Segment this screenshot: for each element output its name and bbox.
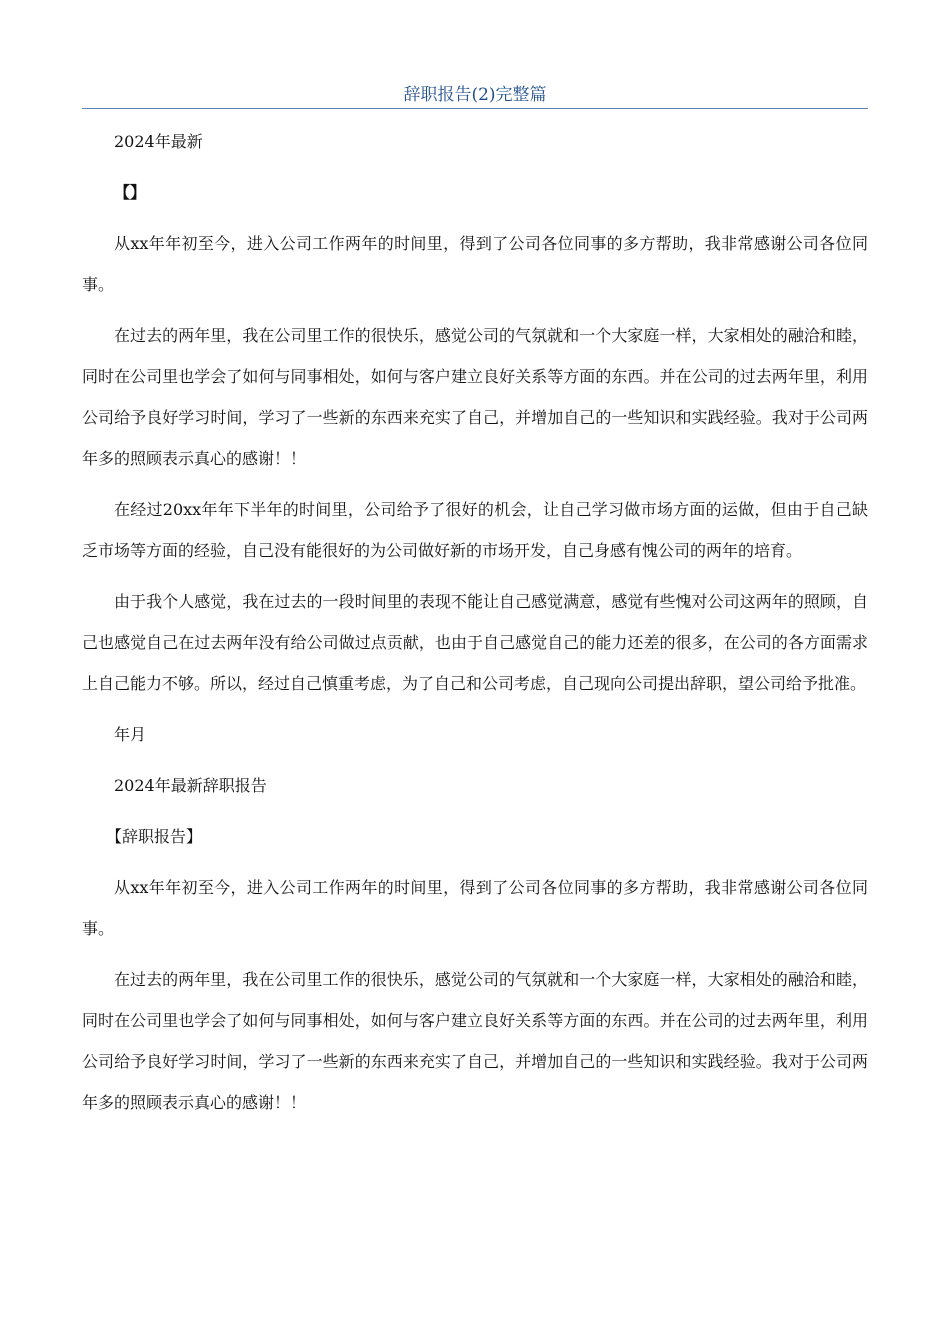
paragraph-1: 从xx年年初至今，进入公司工作两年的时间里，得到了公司各位同事的多方帮助，我非常感谢公司各位同事。 [82,234,868,294]
date-line: 年月 [114,725,147,744]
paragraph-4: 由于我个人感觉，我在过去的一段时间里的表现不能让自己感觉满意，感觉有些愧对公司这两年的照顾，自己也感觉自己在过去两年没有给公司做过点贡献，也由于自己感觉自己的能力还差的很多，在公司的各方面需求上自己能力不够。所以，经过自己慎重考虑，为了自己和公司考虑，自己现向公司提出辞职，望公司给予批准。 [82,592,868,693]
paragraph-2: 在过去的两年里，我在公司里工作的很快乐，感觉公司的气氛就和一个大家庭一样，大家相处的融洽和睦，同时在公司里也学会了如何与同事相处，如何与客户建立良好关系等方面的东西。并在公司的过去两年里，利用公司给予良好学习时间，学习了一些新的东西来充实了自己，并增加自己的一些知识和实践经验。我对于公司两年多的照顾表示真心的感谢！！ [82,326,868,468]
header-divider [82,108,868,109]
paragraph-5: 从xx年年初至今，进入公司工作两年的时间里，得到了公司各位同事的多方帮助，我非常感谢公司各位同事。 [82,878,868,938]
paragraph-6: 在过去的两年里，我在公司里工作的很快乐，感觉公司的气氛就和一个大家庭一样，大家相处的融洽和睦，同时在公司里也学会了如何与同事相处，如何与客户建立良好关系等方面的东西。并在公司的过去两年里，利用公司给予良好学习时间，学习了一些新的东西来充实了自己，并增加自己的一些知识和实践经验。我对于公司两年多的照顾表示真心的感谢！！ [82,970,868,1112]
empty-bracket-heading: 【】 [114,183,147,202]
section-title: 2024年最新辞职报告 [114,776,267,795]
page-header-title: 辞职报告(2)完整篇 [403,85,547,105]
paragraph-3: 在经过20xx年年下半年的时间里，公司给予了很好的机会，让自己学习做市场方面的运做，但由于自己缺乏市场等方面的经验，自己没有能很好的为公司做好新的市场开发，自己身感有愧公司的两年的培育。 [82,500,868,560]
document-body [82,121,868,1133]
section-heading: 【辞职报告】 [106,827,203,846]
subtitle-line: 2024年最新 [114,132,203,151]
